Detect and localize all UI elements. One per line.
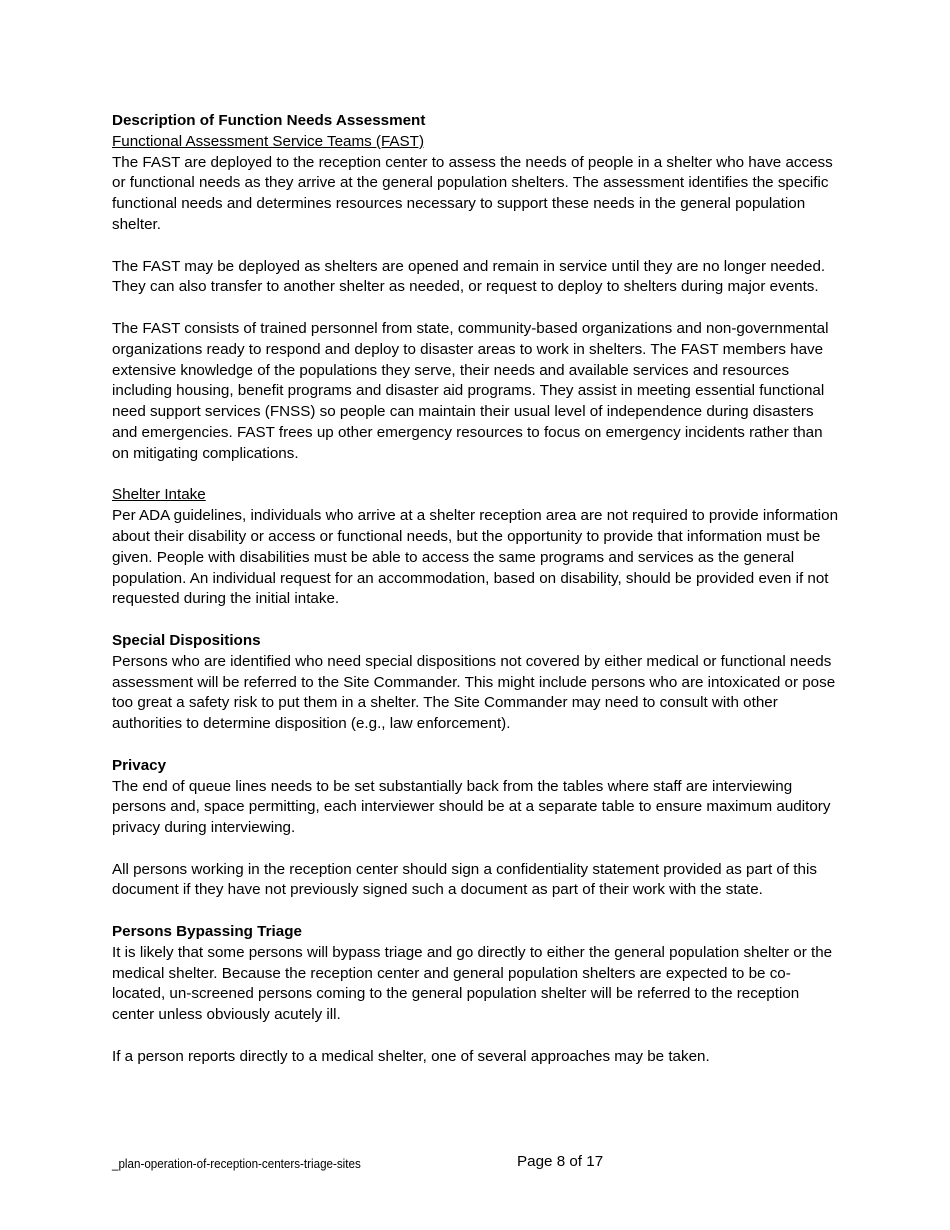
- privacy-paragraph-2: All persons working in the reception center should sign a confidentiality statement provided as part of this document if they have not previously signed such a document as part of their work with the state.: [112, 860, 817, 899]
- intake-paragraph: Per ADA guidelines, individuals who arrive at a shelter reception area are not required to provide information about their disability or access or functional needs, but the opportunity to provide that information must be given. People with disabilities must be able to access the same programs and services as the general population. An individual request for an accommodation, based on disability, should be provided even if not requested during the initial intake.: [112, 507, 839, 608]
- fast-subheading: Functional Assessment Service Teams (FAST): [112, 132, 425, 150]
- fast-paragraph-1: The FAST are deployed to the reception center to assess the needs of people in a shelter who have access or functional needs as they arrive at the general population shelters. The assessment identifies the specific functional needs and determines resources necessary to support these needs in the general population shelter.: [112, 153, 833, 233]
- privacy-paragraph-1: The end of queue lines needs to be set substantially back from the tables where staff are interviewing persons and, space permitting, each interviewer should be at a separate table to ensure maximum auditory privacy during interviewing.: [112, 777, 831, 837]
- fast-paragraph-3: The FAST consists of trained personnel from state, community-based organizations and non-governmental organizations ready to respond and deploy to disaster areas to work in shelters. The FAST members have extensive knowledge of the populations they serve, their needs and available services and resources including housing, benefit programs and disaster aid programs. They assist in meeting essential functional need support services (FNSS) so people can maintain their usual level of independence during disasters and emergencies. FAST frees up other emergency resources to focus on emergency incidents rather than on mitigating complications.: [112, 319, 829, 462]
- fast-paragraph-2: The FAST may be deployed as shelters are opened and remain in service until they are no longer needed. They can also transfer to another shelter as needed, or request to deploy to shelters during major events.: [112, 257, 826, 296]
- section-heading: Description of Function Needs Assessment: [112, 112, 426, 129]
- bypass-heading: Persons Bypassing Triage: [112, 923, 302, 941]
- intake-subheading: Shelter Intake: [112, 486, 206, 504]
- privacy-heading: Privacy: [112, 756, 167, 774]
- bypass-paragraph-1: It is likely that some persons will bypass triage and go directly to either the general population shelter or the medical shelter. Because the reception center and general population shelters are expected to be co-located, un-screened persons coming to the general population shelter will be referred to the reception center unless obviously acutely ill.: [112, 943, 833, 1024]
- bypass-paragraph-2: If a person reports directly to a medical shelter, one of several approaches may be taken.: [112, 1047, 710, 1065]
- footer-document-name: _plan-operation-of-reception-centers-triage-sites: [112, 1157, 361, 1171]
- document-body: [112, 111, 842, 1068]
- special-dispositions-paragraph: Persons who are identified who need special dispositions not covered by either medical or functional needs assessment will be referred to the Site Commander. This might include persons who are intoxicated or pose too great a safety risk to put them in a shelter. The Site Commander may need to consult with other authorities to determine disposition (e.g., law enforcement).: [112, 652, 836, 733]
- footer-page-number: Page 8 of 17: [517, 1153, 604, 1170]
- special-dispositions-heading: Special Dispositions: [112, 631, 261, 649]
